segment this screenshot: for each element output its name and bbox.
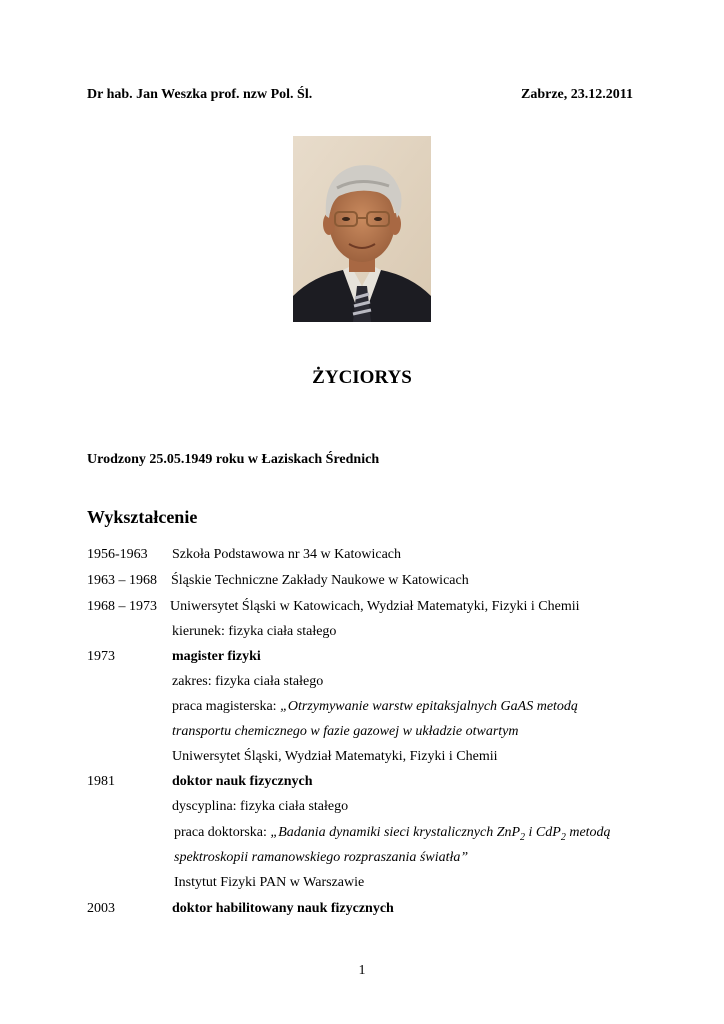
subscript: 2 <box>560 831 566 843</box>
subscript: 2 <box>520 831 526 843</box>
section-heading-education: Wykształcenie <box>87 507 198 527</box>
education-years: 1956-1963 <box>87 547 148 562</box>
degree-zakres: zakres: fizyka ciała stałego <box>172 674 324 689</box>
doctoral-thesis-line <box>174 824 611 847</box>
thesis-label: praca doktorska: <box>174 825 271 840</box>
degree-institution: Instytut Fizyki PAN w Warszawie <box>174 875 365 890</box>
degree-title: doktor nauk fizycznych <box>172 774 313 789</box>
thesis-title-part: i CdP <box>525 825 561 840</box>
master-thesis-line <box>172 698 578 716</box>
thesis-label: praca magisterska: <box>172 699 281 714</box>
education-school: Śląskie Techniczne Zakłady Naukowe w Katowicach <box>171 573 469 588</box>
birth-info: Urodzony 25.05.1949 roku w Łaziskach Średnich <box>87 452 380 467</box>
document-title: ŻYCIORYS <box>312 367 412 388</box>
education-years: 1963 – 1968 <box>87 573 157 588</box>
thesis-title: „Otrzymywanie warstw epitaksjalnych GaAS metodą <box>280 699 578 714</box>
doctoral-thesis-title-cont: spektroskopii ramanowskiego rozpraszania światła” <box>174 850 469 865</box>
thesis-title <box>270 825 611 843</box>
portrait-photo <box>293 136 431 322</box>
header-place-date: Zabrze, 23.12.2011 <box>521 87 633 102</box>
education-school: Uniwersytet Śląski w Katowicach, Wydział Matematyki, Fizyki i Chemii <box>170 599 580 614</box>
thesis-title-part: „Badania dynamiki sieci krystalicznych ZnP <box>270 825 521 840</box>
education-school: Szkoła Podstawowa nr 34 w Katowicach <box>172 547 402 562</box>
degree-dyscyplina: dyscyplina: fizyka ciała stałego <box>172 799 349 814</box>
thesis-title-part: metodą <box>565 825 611 840</box>
degree-year: 2003 <box>87 901 115 916</box>
degree-institution: Uniwersytet Śląski, Wydział Matematyki, Fizyki i Chemii <box>172 749 498 764</box>
page-number: 1 <box>358 963 366 978</box>
master-thesis-title-cont: transportu chemicznego w fazie gazowej w układzie otwartym <box>172 724 519 739</box>
header-author: Dr hab. Jan Weszka prof. nzw Pol. Śl. <box>87 87 313 102</box>
education-years: 1968 – 1973 <box>87 599 157 614</box>
degree-title: magister fizyki <box>172 649 261 664</box>
education-kierunek: kierunek: fizyka ciała stałego <box>172 624 337 639</box>
degree-year: 1981 <box>87 774 115 789</box>
degree-title: doktor habilitowany nauk fizycznych <box>172 901 394 916</box>
degree-year: 1973 <box>87 649 115 664</box>
